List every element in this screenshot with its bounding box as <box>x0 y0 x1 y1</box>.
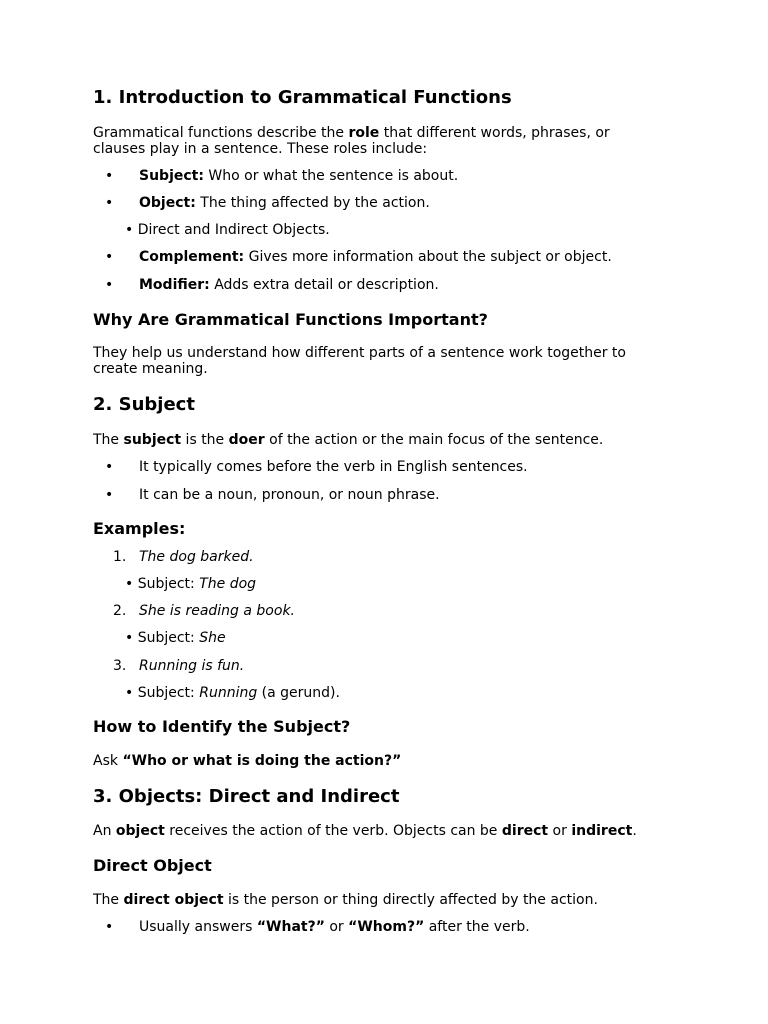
identify-question: Ask “Who or what is doing the action?” <box>93 753 402 769</box>
bullet-glyph: • <box>105 277 114 293</box>
bullet-glyph: • <box>105 195 114 211</box>
example-sentence-2: She is reading a book. <box>139 603 295 619</box>
section-heading-subject: 2. Subject <box>93 394 195 415</box>
intro-paragraph-line-1: Grammatical functions describe the role that different words, phrases, or <box>93 125 610 141</box>
bullet-item-complement: Complement: Gives more information about the subject or object. <box>139 249 612 265</box>
subheading-identify-subject: How to Identify the Subject? <box>93 717 351 736</box>
bullet-item-before-verb: It typically comes before the verb in English sentences. <box>139 459 528 475</box>
subheading-direct-object: Direct Object <box>93 856 212 875</box>
bullet-item-object: Object: The thing affected by the action. <box>139 195 430 211</box>
example-number: 3. <box>113 658 127 674</box>
section-heading-objects: 3. Objects: Direct and Indirect <box>93 786 400 807</box>
bullet-glyph: • <box>105 919 114 935</box>
bullet-item-noun-phrase: It can be a noun, pronoun, or noun phrase. <box>139 487 440 503</box>
bullet-item-subject: Subject: Who or what the sentence is about. <box>139 168 459 184</box>
why-paragraph-line-1: They help us understand how different parts of a sentence work together to <box>93 345 626 361</box>
bullet-item-what-whom: Usually answers “What?” or “Whom?” after the verb. <box>139 919 530 935</box>
example-number: 1. <box>113 549 127 565</box>
bullet-glyph: • <box>105 487 114 503</box>
intro-paragraph-line-2: clauses play in a sentence. These roles include: <box>93 141 428 157</box>
section-heading-introduction: 1. Introduction to Grammatical Functions <box>93 87 512 108</box>
example-subject-1: • Subject: The dog <box>125 576 257 592</box>
example-subject-2: • Subject: She <box>125 630 226 646</box>
subheading-examples: Examples: <box>93 519 186 538</box>
example-number: 2. <box>113 603 127 619</box>
why-paragraph-line-2: create meaning. <box>93 361 208 377</box>
bullet-item-modifier: Modifier: Adds extra detail or description. <box>139 277 439 293</box>
direct-object-definition: The direct object is the person or thing directly affected by the action. <box>93 892 598 908</box>
bullet-glyph: • <box>105 249 114 265</box>
bullet-glyph: • <box>105 168 114 184</box>
example-sentence-1: The dog barked. <box>139 549 254 565</box>
objects-definition: An object receives the action of the verb. Objects can be direct or indirect. <box>93 823 637 839</box>
subheading-why-important: Why Are Grammatical Functions Important? <box>93 310 488 329</box>
sub-bullet-direct-indirect: • Direct and Indirect Objects. <box>125 222 330 238</box>
example-subject-3: • Subject: Running (a gerund). <box>125 685 340 701</box>
bullet-glyph: • <box>105 459 114 475</box>
subject-definition: The subject is the doer of the action or the main focus of the sentence. <box>93 432 604 448</box>
example-sentence-3: Running is fun. <box>139 658 245 674</box>
